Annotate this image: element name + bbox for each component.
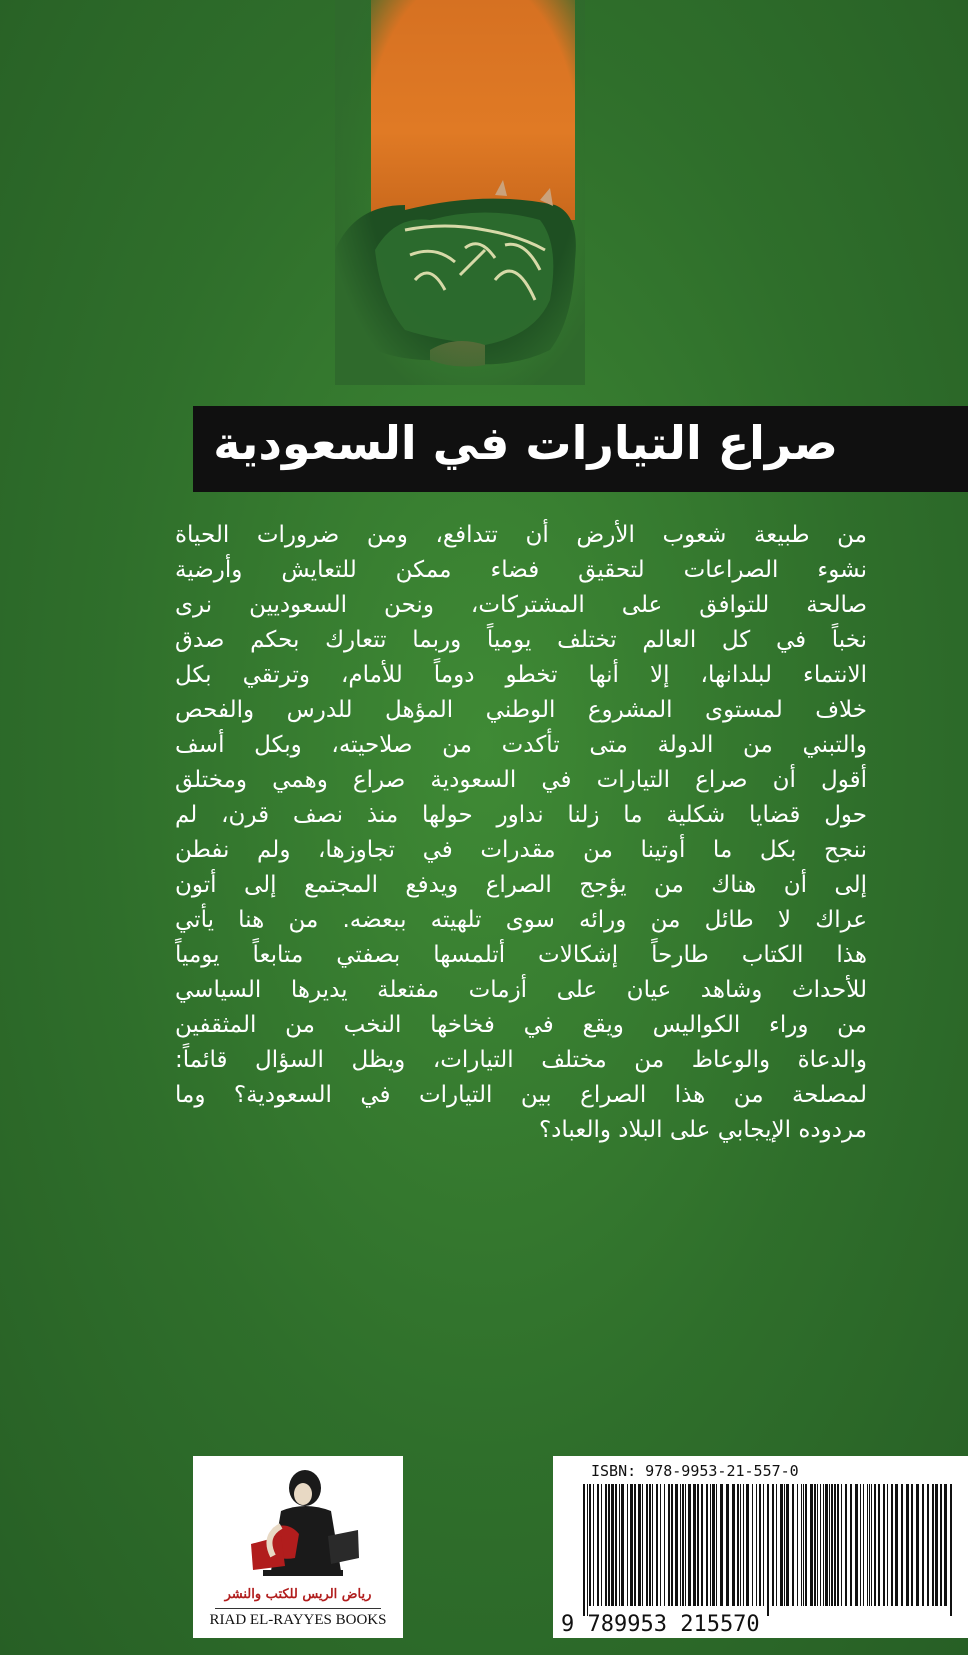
blurb-line: والدعاة والوعاظ من مختلف التيارات، ويظل السؤال قائماً: [175,1047,867,1073]
blurb-line: إلى أن هناك من يؤجج الصراع ويدفع المجتمع إلى أتون [175,872,867,898]
barcode-bar [712,1484,715,1606]
barcode-bar [668,1484,670,1606]
barcode-bar [803,1484,804,1606]
barcode-bar [752,1484,753,1606]
barcode-bar [841,1484,842,1606]
barcode-bar [823,1484,824,1606]
barcode-bar [932,1484,934,1606]
barcode-bar [810,1484,813,1606]
cover-photo [335,0,585,385]
publisher-divider [215,1608,381,1609]
barcode-bar [646,1484,648,1606]
barcode-bar [935,1484,938,1606]
book-title: صراع التيارات في السعودية [213,416,838,470]
barcode-icon [553,1456,968,1638]
barcode-bar [922,1484,924,1606]
barcode-bar [608,1484,610,1606]
barcode-bar [660,1484,661,1606]
barcode-bar [589,1484,591,1606]
barcode-bar [820,1484,821,1606]
blurb-line: لمصلحة من هذا الصراع بين التيارات في السعودية؟ وما [175,1082,867,1108]
barcode-bar [611,1484,614,1606]
blurb-line: نخباً في كل العالم تختلف يومياً وربما تتعارك بحكم صدق [175,627,867,653]
publisher-arabic-name: رياض الريس للكتب والنشر [224,1587,372,1602]
barcode-bar [911,1484,913,1606]
barcode-bar [944,1484,947,1606]
barcode-bar [860,1484,861,1606]
barcode-bar [831,1484,833,1606]
blurb-line: عراك لا طائل من ورائه سوى تلهيته ببعضه. من هنا يأتي [175,907,867,933]
barcode-bar [867,1484,868,1606]
barcode-bar [597,1484,599,1606]
barcode-bar [701,1484,703,1606]
isbn-barcode-box [553,1456,968,1638]
barcode-bar [716,1484,717,1606]
barcode-bar [878,1484,880,1606]
barcode-bar [927,1484,929,1606]
barcode-bar [593,1484,594,1606]
blurb-line: من وراء الكواليس ويقع في فخاخها النخب من المثقفين [175,1012,867,1038]
barcode-bar [805,1484,807,1606]
barcode-bar [740,1484,741,1606]
barcode-bar [627,1484,628,1606]
barcode-bar [619,1484,620,1606]
barcode-bar [706,1484,708,1606]
barcode-bar [583,1484,585,1616]
barcode-bar [756,1484,757,1606]
barcode-bar [776,1484,777,1606]
barcode-bar [642,1484,643,1606]
barcode-bar [638,1484,641,1606]
barcode-bar [940,1484,942,1606]
barcode-bar [720,1484,723,1606]
barcode-bar [737,1484,739,1606]
barcode-bar [891,1484,893,1606]
barcode-bar [601,1484,602,1606]
barcode-bar [759,1484,761,1606]
barcode-bar [615,1484,617,1606]
barcode-bar [950,1484,952,1616]
barcode-bar [916,1484,919,1606]
barcode-bar [688,1484,691,1606]
barcode-bar [784,1484,785,1606]
barcode-bar [732,1484,735,1606]
blurb-line: حول قضايا شكلية ما زلنا نداور حولها منذ نصف قرن، لم [175,802,867,828]
barcode-bar [621,1484,624,1606]
publisher-logo-box [193,1456,403,1638]
barcode-bar [664,1484,665,1606]
barcode-bar [743,1484,744,1606]
barcode-bar [763,1484,764,1606]
barcode-bar [746,1484,749,1606]
barcode-bar [801,1484,802,1606]
blurb [175,518,867,1148]
blurb-line: صالحة للتوافق على المشتركات، ونحن السعوديين نرى [175,592,867,618]
barcode-bar [792,1484,794,1606]
title-bar [193,406,968,492]
blurb-line: نشوء الصراعات لتحقيق فضاء ممكن للتعايش وأرضية [175,557,867,583]
blurb-line: والتبني من الدولة متى تأكدت من صلاحيته، وبكل أسف [175,732,867,758]
barcode-bar [697,1484,699,1606]
isbn-label: ISBN: 978-9953-21-557-0 [591,1462,799,1480]
barcode-bar [887,1484,888,1606]
barcode-bar [656,1484,658,1606]
barcode-bar [901,1484,903,1606]
barcode-bar [680,1484,681,1606]
barcode-bar [671,1484,673,1606]
barcode-bar [814,1484,816,1606]
barcode-bar [786,1484,789,1606]
barcode-bar [825,1484,828,1606]
barcode-bar [906,1484,909,1606]
barcode-bar [685,1484,686,1606]
barcode-bar [863,1484,864,1606]
reading-man-logo-icon [233,1466,363,1586]
barcode-bar [630,1484,633,1606]
blurb-line: مردوده الإيجابي على البلاد والعباد؟ [538,1117,867,1143]
barcode-bar [649,1484,651,1606]
barcode-bar [682,1484,684,1606]
barcode-bar [845,1484,847,1606]
blurb-line: للأحداث وشاهد عيان على أزمات مفتعلة يديرها السياسي [175,977,867,1003]
barcode-digits-text: 9 789953 215570 [561,1612,760,1637]
barcode-bar [652,1484,653,1606]
barcode-bar [767,1484,769,1616]
barcode-bar [817,1484,818,1606]
barcode-bar [829,1484,830,1606]
barcode-bar [834,1484,836,1606]
barcode-bar [726,1484,729,1606]
barcode-bar [871,1484,872,1606]
blurb-line: الانتماء لبلدانها، إلا أنها تخطو دوماً للأمام، وترتقي بكل [175,662,867,688]
blurb-line: هذا الكتاب طارحاً إشكالات أتلمسها بصفتي متابعاً يومياً [175,942,867,968]
barcode-bar [634,1484,636,1606]
barcode-bar [780,1484,783,1606]
publisher-latin-name: RIAD EL-RAYYES BOOKS [209,1612,387,1628]
barcode-bar [710,1484,711,1606]
barcode-bar [605,1484,607,1606]
barcode-bar [855,1484,858,1606]
blurb-line: خلاف لمستوى المشروع الوطني المؤهل للدرس والفحص [175,697,867,723]
barcode-bar [883,1484,885,1606]
blurb-line: ننجح بكل ما أوتينا من مقدرات في تجاوزها، ولم نفطن [175,837,867,863]
barcode-bar [587,1484,588,1616]
blurb-line: أقول أن صراع التيارات في السعودية صراع وهمي ومختلق [175,767,867,793]
photo-vignette [335,0,585,385]
barcode-bar [837,1484,839,1606]
barcode-bar [675,1484,678,1606]
barcode-bar [693,1484,696,1606]
blurb-line: من طبيعة شعوب الأرض أن تتدافع، ومن ضرورات الحياة [175,522,867,548]
barcode-bar [874,1484,876,1606]
barcode-bar [869,1484,870,1606]
barcode-bar [797,1484,798,1606]
barcode-bar [850,1484,852,1606]
barcode-bar [772,1484,774,1606]
barcode-bar [895,1484,898,1606]
